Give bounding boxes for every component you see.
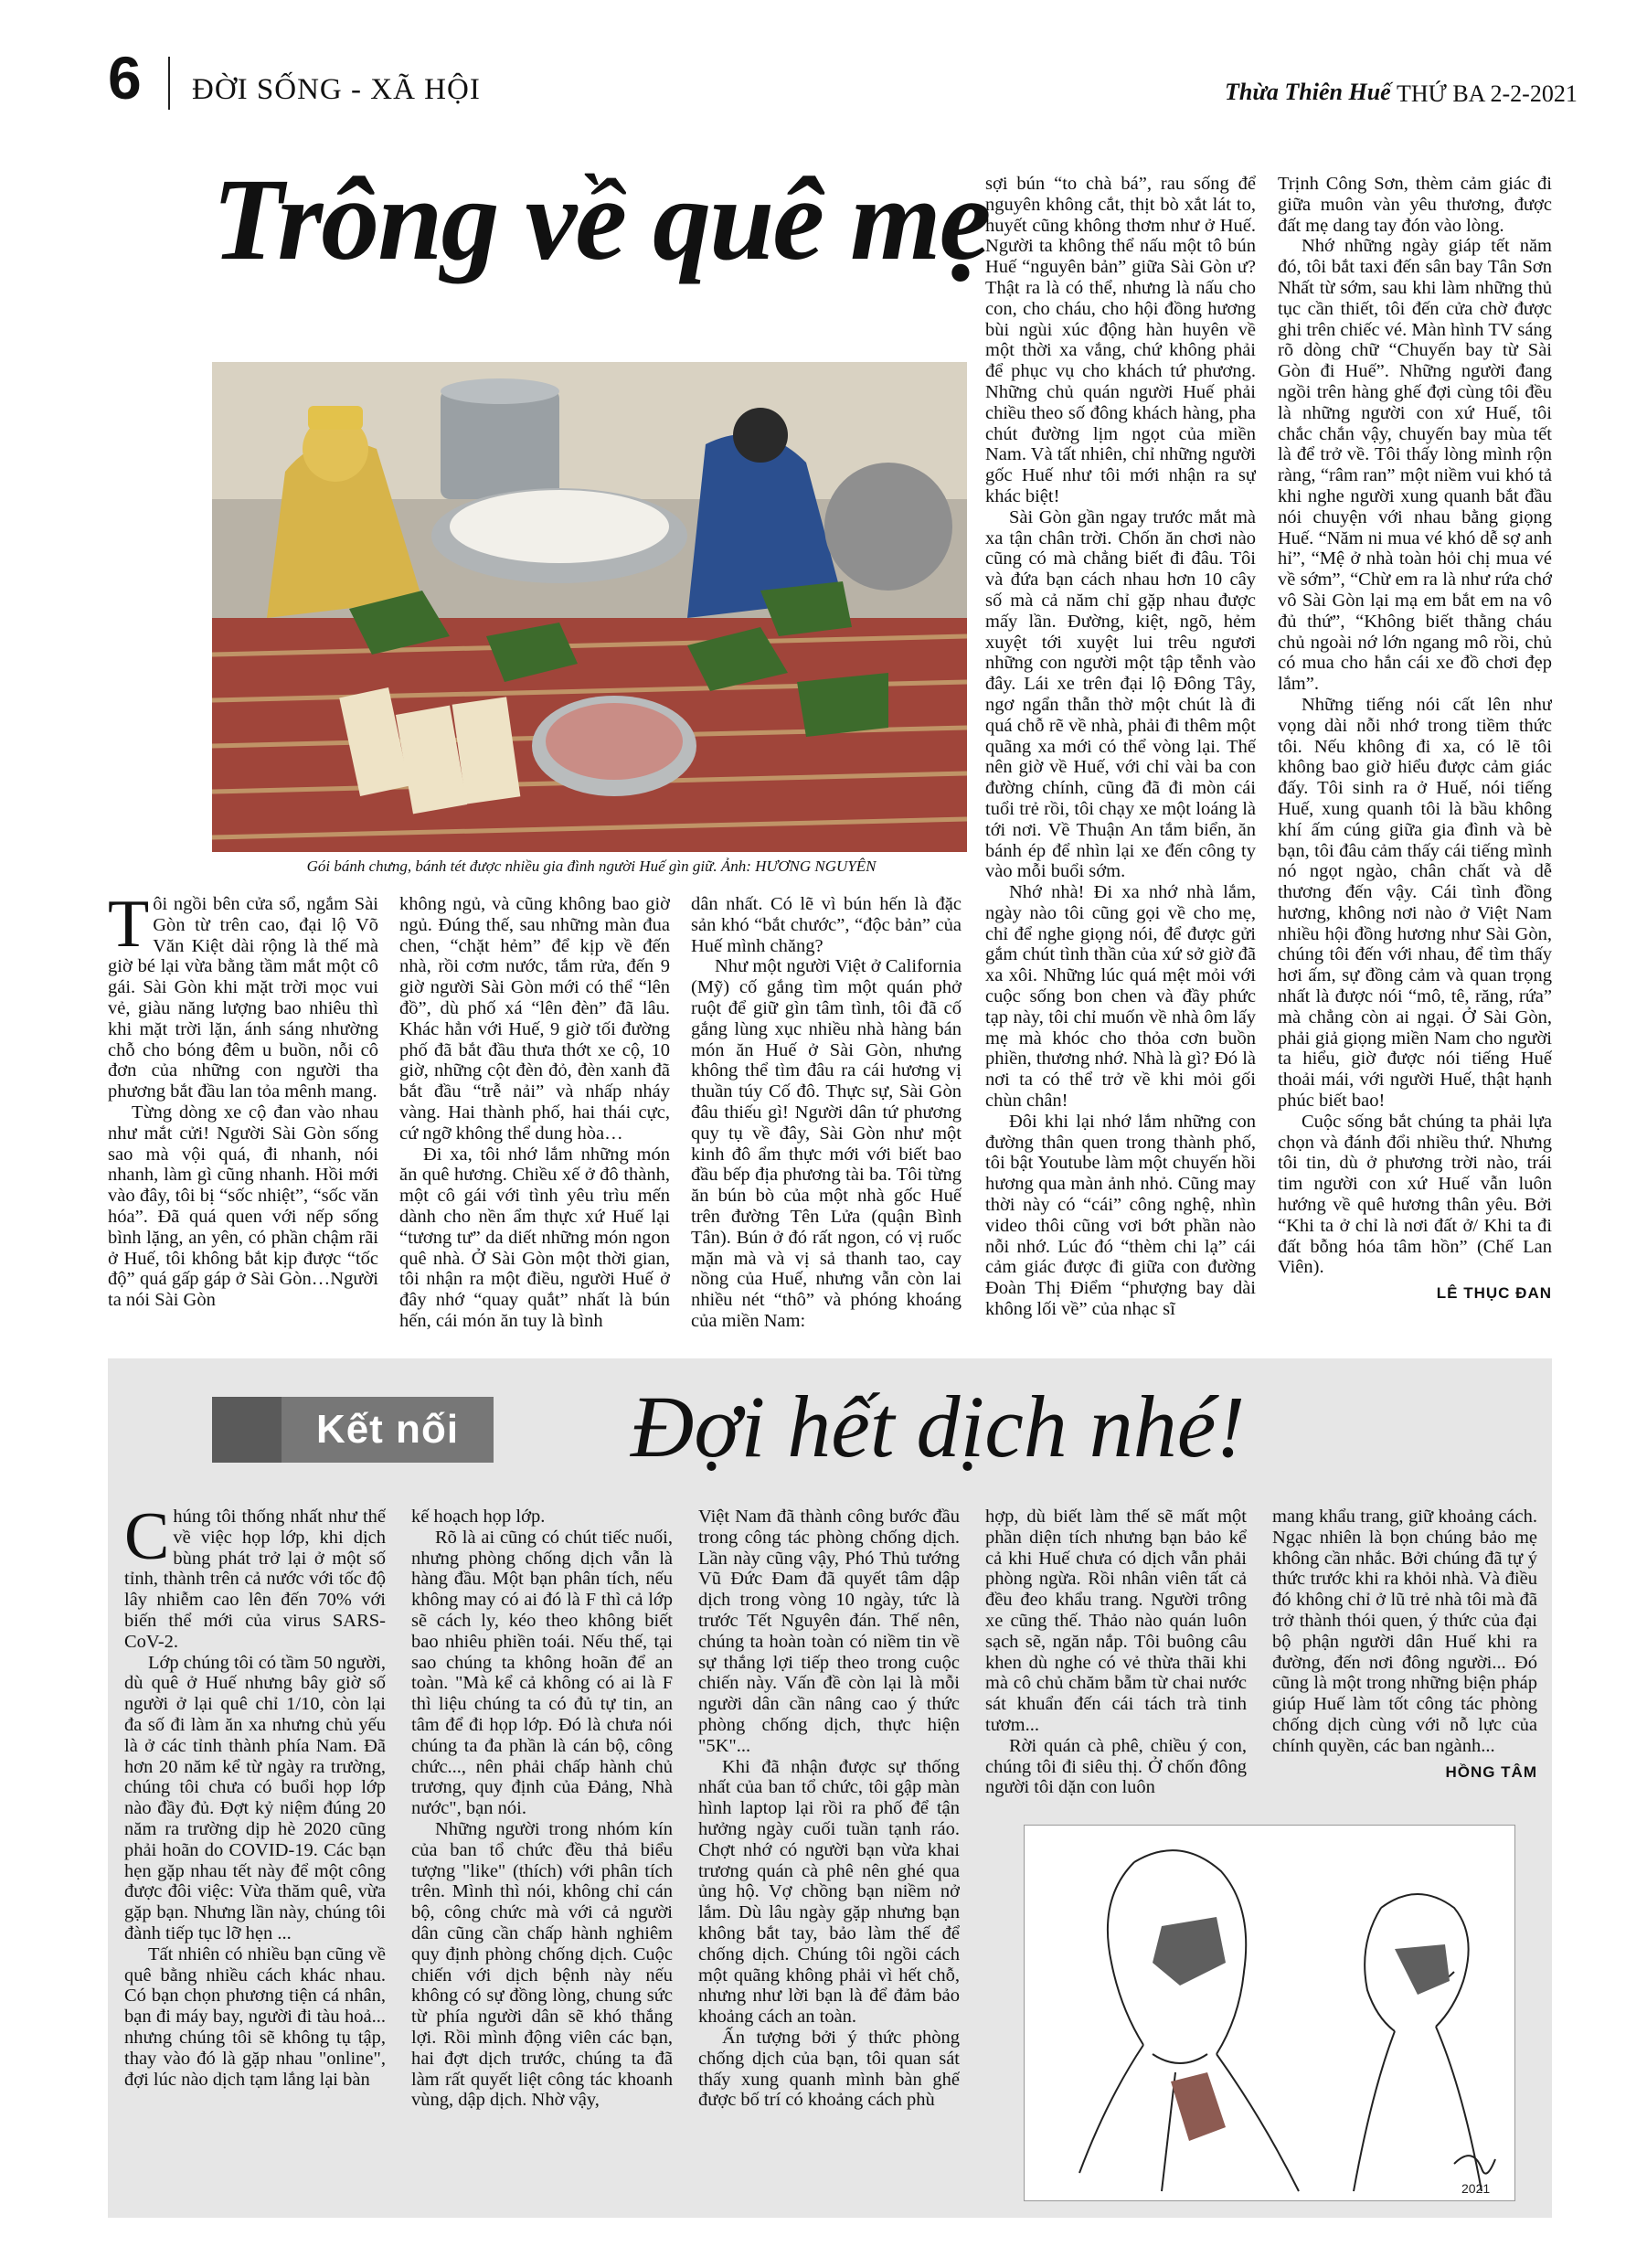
section-title: ĐỜI SỐNG - XÃ HỘI (192, 73, 481, 106)
article1-column-2 (399, 894, 670, 1379)
article1-column-3 (691, 894, 962, 1379)
article1-photo-caption: Gói bánh chưng, bánh tét được nhiều gia đình người Huế gìn giữ. Ảnh: HƯƠNG NGUYÊN (306, 857, 877, 875)
article1-column-4 (985, 174, 1256, 1379)
article1-column-1 (108, 894, 378, 1379)
article2-column-5 (1272, 1507, 1537, 1817)
section-tag: Kết nối (282, 1397, 494, 1463)
paragraph: hợp, dù biết làm thế sẽ mất một phần diện tích nhưng bạn bảo kể cả khi Huế chưa có dịch vẫn phải phòng ngừa. Rồi nhân viên tất cả đều đeo khẩu trang. Người trông xe cũng thế. Thảo nào quán luôn sạch sẽ, ngăn nắp. Tôi buông câu khen dù nghe có vẻ thừa thãi khi mà cô chủ chăm bẵm từ chai nước sát khuẩn đến cái tách trà tinh tươm... (985, 1507, 1247, 1735)
article1-title: Trông về quê mẹ (212, 154, 990, 284)
article2-title: Đợi hết dịch nhé! (631, 1378, 1246, 1475)
publication-name: Thừa Thiên Huế (1225, 79, 1391, 105)
paragraph: ôi ngồi bên cửa sổ, ngắm Sài Gòn từ trên cao, đại lộ Võ Văn Kiệt dài rộng là thế mà giờ bé lại vừa bằng tầm mắt một cô gái. Sài Gòn khi mặt trời mọc vui vẻ, giàu năng lượng bao nhiêu thì khi mặt trời lặn, ánh sáng nhường chỗ cho bóng đêm u buồn, nỗi cô đơn của những con người tha phương bắt đầu lan tỏa mênh mang. (108, 894, 378, 1102)
paragraph: húng tôi thống nhất như thế về việc họp lớp, khi dịch bùng phát trở lại ở một số tỉnh, thành trên cả nước với tốc độ lây nhiễm cao lên đến 70% với biến thể mới của virus SARS-CoV-2. (124, 1507, 386, 1652)
paragraph: kế hoạch họp lớp. (411, 1507, 546, 1527)
paragraph: dân nhất. Có lẽ vì bún hến là đặc sản khó “bắt chước”, “độc bản” của Huế mình chăng? (691, 894, 962, 956)
line-art-illustration (1025, 1826, 1514, 2200)
article1-photo (212, 362, 967, 852)
dropcap: T (108, 894, 150, 962)
paragraph: Những tiếng nói cất lên như vọng dài nỗi nhớ trong tiềm thức tôi. Nếu không đi xa, có lẽ tôi không bao giờ hiểu được cảm giác đấy. Tôi sinh ra ở Huế, nói tiếng Huế, xung quanh tôi là bầu không khí ấm cúng giữa gia đình và bè bạn, tôi đâu cảm thấy cái tiếng mình nó ngọt ngào, chân chất và dễ thương đến vậy. Cái tình đồng hương, không nơi nào ở Việt Nam nhiều hội đồng hương như Sài Gòn, chúng tôi đến với nhau, để tìm thấy hơi ấm, sự đồng cảm và quan trọng nhất là được nói “mô, tê, răng, rứa” mà chẳng còn ai ngại. Ở Sài Gòn, phải giả giọng miền Nam cho người ta hiểu, giờ được nói tiếng Huế thoải mái, với người Huế, thật hạnh phúc biết bao! (1278, 694, 1552, 1112)
paragraph: Lớp chúng tôi có tầm 50 người, dù quê ở Huế nhưng bây giờ số người ở lại quê chỉ 1/10, còn lại đa số đi làm ăn xa nhưng chủ yếu là ở các tỉnh thành phía Nam. Đã hơn 20 năm kể từ ngày ra trường, chúng tôi chưa có buổi họp lớp nào đầy đủ. Đợt kỷ niệm đúng 20 năm ra trường dịp hè 2020 cũng phải hoãn do COVID-19. Các bạn hẹn gặp nhau tết này để một công được đôi việc: Vừa thăm quê, vừa gặp bạn. Nhưng lần này, chúng tôi đành tiếp tục lỡ hẹn ... (124, 1652, 386, 1943)
paragraph: mang khẩu trang, giữ khoảng cách. Ngạc nhiên là bọn chúng bảo mẹ không cần nhắc. Bởi chúng đã tự ý thức trước khi ra khỏi nhà. Và điều đó không chỉ ở lũ trẻ nhà tôi mà đã trở thành thói quen, ý thức của đại bộ phận người dân Huế khi ra đường, đến nơi đông người... Đó cũng là một trong những biện pháp giúp Huế làm tốt công tác phòng chống dịch cùng với nỗ lực của chính quyền, các ban ngành... (1272, 1507, 1537, 1756)
paragraph: Như một người Việt ở California (Mỹ) cố gắng tìm một quán phở ruột để giữ gìn tâm tình, tôi đã cố gắng lùng xục nhiều nhà hàng bán món ăn Huế ở Sài Gòn, nhưng không thể tìm đâu ra cái hương vị thuần túy Cố đô. Thực sự, Sài Gòn đâu thiếu gì! Người dân tứ phương quy tụ về đây, Sài Gòn như một kinh đô ẩm thực mới với biết bao đầu bếp địa phương tài ba. Tôi từng ăn bún bò của một nhà gốc Huế trên đường Tên Lửa (quận Bình Tân). Bún ở đó rất ngon, có vị ruốc mặn mà và vị sả thanh tao, cay nồng của Huế, nhưng vẫn còn lai nhiều nét “thô” và phóng khoáng của miền Nam: (691, 956, 962, 1331)
banh-chung-photo-illustration (212, 362, 967, 852)
article2-column-1 (124, 1507, 386, 2210)
paragraph: Khi đã nhận được sự thống nhất của ban tổ chức, tôi gập màn hình laptop lại rồi ra phố để tận hưởng ngày cuối tuần tạnh ráo. Chợt nhớ có người bạn vừa khai trương quán cà phê nên ghé qua ủng hộ. Vợ chồng bạn niềm nở lắm. Dù lâu ngày gặp nhưng bạn không bắt tay, bảo làm thế để chống dịch. Chúng tôi ngồi cách một quãng không phải vì hết chỗ, nhưng như lời bạn là để đảm bảo khoảng cách an toàn. (698, 1756, 960, 2028)
article2-column-2 (411, 1507, 673, 2210)
paragraph: Việt Nam đã thành công bước đầu trong công tác phòng chống dịch. Lần này cũng vậy, Phó Thủ tướng Vũ Đức Đam đã quyết tâm dập dịch trong vòng 10 ngày, tức là trước Tết Nguyên đán. Thế nên, chúng ta hoàn toàn có niềm tin về sự thắng lợi tiếp theo trong cuộc chiến này. Vấn đề còn lại là mỗi người dân cần nâng cao ý thức phòng chống dịch, thực hiện "5K"... (698, 1507, 960, 1756)
paragraph: Sài Gòn gần ngay trước mắt mà xa tận chân trời. Chốn ăn chơi nào cũng có mà chẳng biết đi đâu. Tôi và đứa bạn cách nhau hơn 10 cây số mà cả năm chỉ gặp nhau được mấy lần. Đường, kiệt, ngõ, hẻm xuyệt tới xuyệt lui trêu ngươi những con người một tập tễnh vào đây. Lái xe trên đại lộ Đông Tây, ngơ ngẩn thẫn thờ một chút là đi quá chỗ rẽ về nhà, phải đi thêm một quãng xa mới có thể vòng lại. Thế nên giờ về Huế, với chỉ vài ba con đường chính, cũng đã đi mòn cái tuổi trẻ rồi, tôi chạy xe một loáng là tới nơi. Về Thuận An tắm biển, ăn bánh ép để nhìn lại xe đến công ty vào mỗi buổi sớm. (985, 506, 1256, 882)
paragraph: Cuộc sống bắt chúng ta phải lựa chọn và đánh đổi nhiều thứ. Nhưng tôi tin, dù ở phương trời nào, trái tim người con xứ Huế vẫn luôn hướng về quê hương thân yêu. Bởi “Khi ta ở chỉ là nơi đất ở/ Khi ta đi đất bỗng hóa tâm hồn” (Chế Lan Viên). (1278, 1111, 1552, 1278)
issue-date: THỨ BA 2-2-2021 (1397, 80, 1578, 107)
dropcap: C (124, 1507, 170, 1574)
article1-column-5 (1278, 174, 1552, 1379)
article2-column-3 (698, 1507, 960, 2210)
illustration-signature-year: 2021 (1461, 2181, 1491, 2196)
paragraph: không ngủ, và cũng không bao giờ ngủ. Đúng thế, sau những màn đua chen, “chặt hẻm” để kịp về đến nhà, rồi cơm nước, tắm rửa, đến 9 giờ người Sài Gòn mới có thể “lên đồ”, dù phố xá “lên đèn” đã lâu. Khác hẳn với Huế, 9 giờ tối đường phố đã bắt đầu thưa thớt xe cộ, 10 giờ, những cột đèn đỏ, đèn xanh đã bắt đầu “trễ nải” và nhấp nháy vàng. Hai thành phố, hai thái cực, cứ ngỡ không thể dung hòa… (399, 894, 670, 1144)
paragraph: Đi xa, tôi nhớ lắm những món ăn quê hương. Chiều xế ở đô thành, một cô gái với tình yêu trìu mến dành cho nền ẩm thực xứ Huế lại “tương tư” da diết những món ngon quê nhà. Ở Sài Gòn một thời gian, tôi nhận ra một điều, người Huế ở đây nhớ “quay quắt” nhất là bún hến, cái món ăn tuy là bình (399, 1144, 670, 1331)
paragraph: Ấn tượng bởi ý thức phòng chống dịch của bạn, tôi quan sát thấy xung quanh mình bàn ghế được bố trí có khoảng cách phù (698, 2027, 960, 2111)
paragraph: Những người trong nhóm kín của ban tổ chức đều thả biểu tượng "like" (thích) với phân tích trên. Mình thì nói, không chỉ cán bộ, công chức mà với cả người dân cũng cần chấp hành nghiêm quy định phòng chống dịch. Cuộc chiến với dịch bệnh này nếu không có sự đồng lòng, chung sức từ phía người dân sẽ khó thắng lợi. Rồi mình động viên các bạn, hai đợt dịch trước, chúng ta đã làm rất quyết liệt công tác khoanh vùng, dập dịch. Nhờ vậy, (411, 1818, 673, 2111)
article1-author: LÊ THỤC ĐAN (1436, 1284, 1552, 1303)
tag-accent (212, 1397, 282, 1463)
paragraph: Nhớ nhà! Đi xa nhớ nhà lắm, ngày nào tôi cũng gọi về cho mẹ, chỉ để nghe giọng nói, để được gửi gắm chút tình thần của xứ sở giờ đã xa xôi. Những lúc quá mệt mỏi với cuộc sống bon chen và đầy phức tạp này, tôi chỉ muốn về nhà ôm lấy mẹ mà khóc cho thỏa cơn buồn phiền, thương nhớ. Nhà là gì? Đó là nơi ta có thể trở về khi mỏi gối chùn chân! (985, 882, 1256, 1112)
paragraph: Rõ là ai cũng có chút tiếc nuối, nhưng phòng chống dịch vẫn là hàng đầu. Một bạn phân tích, nếu không may có ai đó là F thì cả lớp sẽ cách ly, kéo theo không biết bao nhiêu phiền toái. Nếu thế, tại sao chúng ta không hoãn để an toàn. "Mà kể cả không có ai là F thì liệu chúng ta có đủ tự tin, an tâm để đi họp lớp. Đó là chưa nói chúng ta đa phần là cán bộ, công chức..., nên phải chấp hành chủ trương, quy định của Đảng, Nhà nước", bạn nói. (411, 1527, 673, 1819)
paragraph: Nhớ những ngày giáp tết năm đó, tôi bắt taxi đến sân bay Tân Sơn Nhất từ sớm, sau khi làm những thủ tục cần thiết, tôi đến cửa chờ được ghi trên chiếc vé. Màn hình TV sáng rõ dòng chữ “Chuyến bay từ Sài Gòn đi Huế”. Những người đang ngồi trên hàng ghế đợi cùng tôi đều là những người con xứ Huế, tôi chắc chắn vậy, chuyến bay mùa tết là để trở về. Tôi thấy lòng mình rộn ràng, “râm ran” một niềm vui khó tả khi nghe người xung quanh bắt đầu nói chuyện với nhau bằng giọng Huế. “Năm ni mua vé khó dễ sợ anh hỉ”, “Mệ ở nhà toàn hỏi chị mua vé về sớm”, “Chừ em ra là như rứa chớ vô Sài Gòn lại mạ em bắt em na vô đủ thứ”, “Không biết thằng cháu chủ ngoài nớ lớn ngang mô rồi, chủ có mua cho hắn cái xe đồ chơi đẹp lắm”. (1278, 236, 1552, 695)
header-divider (168, 57, 170, 110)
article2-author: HỒNG TÂM (1445, 1762, 1537, 1781)
article2-column-4 (985, 1507, 1247, 1817)
page-number: 6 (108, 44, 142, 112)
paragraph: sợi bún “to chà bá”, rau sống để nguyên không cắt, thịt bò xắt lát to, huyết cũng không thơm như ở Huế. Người ta không thể nấu một tô bún Huế “nguyên bản” giữa Sài Gòn ư? Thật ra là có thể, nhưng là nấu cho con, cho cháu, cho hội đồng hương bùi ngùi xúc động hàn huyên về một thời xa vắng, chứ không phải để phục vụ cho khách tứ phương. Những chủ quán người Huế phải chiều theo số đông khách hàng, pha chút đường lịm ngọt của miền Nam. Và tất nhiên, chỉ những người gốc Huế như tôi mới nhận ra sự khác biệt! (985, 174, 1256, 506)
paragraph: Trịnh Công Sơn, thèm cảm giác đi giữa muôn vàn yêu thương, được đất mẹ dang tay đón vào lòng. (1278, 174, 1552, 236)
paragraph: Rời quán cà phê, chiều ý con, chúng tôi đi siêu thị. Ở chốn đông người tôi dặn con luôn (985, 1735, 1247, 1798)
paragraph: Đôi khi lại nhớ lắm những con đường thân quen trong thành phố, tôi bật Youtube làm một chuyến hồi hương qua màn ảnh nhỏ. Cũng may thời này có “cái” công nghệ, nhìn video thôi cũng vơi bớt phần nào nỗi nhớ. Lúc đó “thèm chi lạ” cái cảm giác được đi giữa con đường Đoàn Thị Điểm “phượng bay dài không lối về” của nhạc sĩ (985, 1111, 1256, 1320)
paragraph: Từng dòng xe cộ đan vào nhau như mắt cửi! Người Sài Gòn sống sao mà vội quá, đi nhanh, nói nhanh, làm gì cũng nhanh. Hồi mới vào đây, tôi bị “sốc nhiệt”, “sốc văn hóa”. Đã quá quen với nếp sống bình lặng, an yên, có phần chậm rãi ở Huế, tôi không bắt kịp được “tốc độ” quá gấp gáp ở Sài Gòn…Người ta nói Sài Gòn (108, 1102, 378, 1311)
masked-women-illustration (1024, 1825, 1515, 2201)
paragraph: Tất nhiên có nhiều bạn cũng về quê bằng nhiều cách khác nhau. Có bạn chọn phương tiện cá nhân, bạn đi máy bay, người đi tàu hoả... nhưng chúng tôi sẽ không tụ tập, thay vào đó là gặp nhau "online", đợi lúc nào dịch tạm lắng lại bàn (124, 1943, 386, 2090)
